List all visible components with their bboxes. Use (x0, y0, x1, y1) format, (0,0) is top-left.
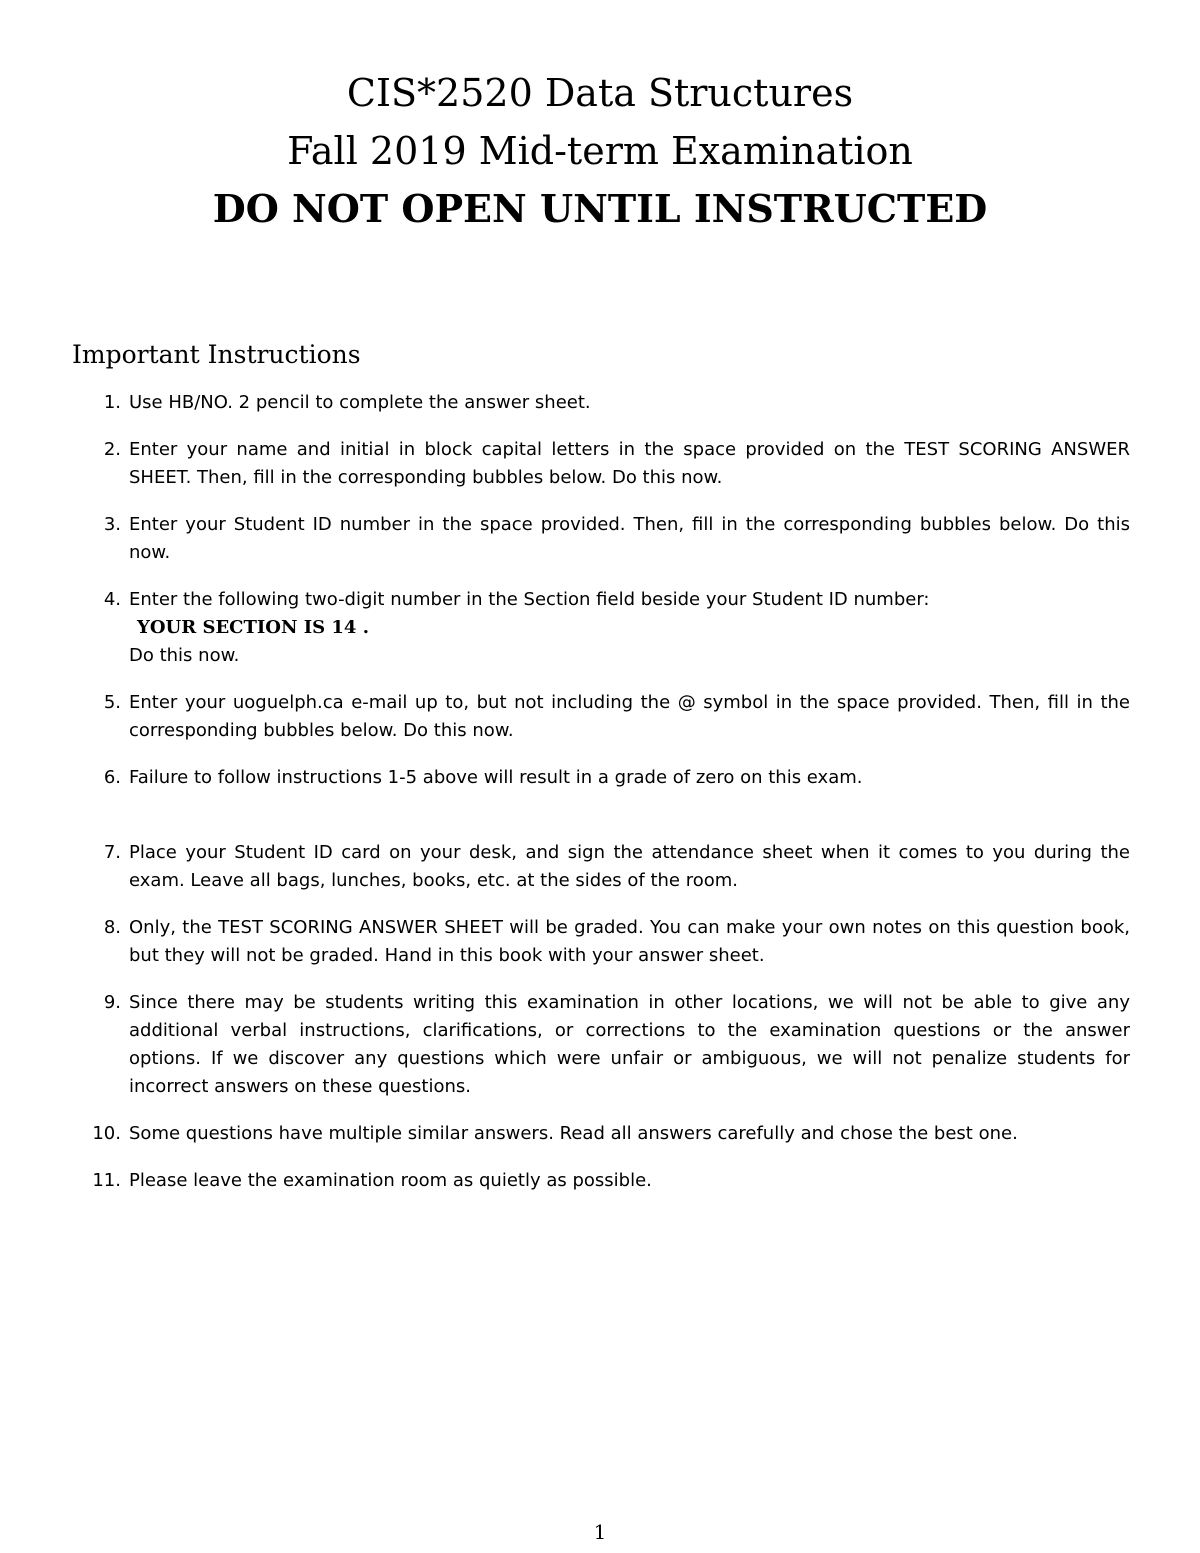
instruction-number: 8. (103, 917, 121, 938)
instruction-item (72, 511, 1130, 567)
page-number: 1 (593, 1520, 607, 1544)
instructions-heading: Important Instructions (72, 340, 361, 369)
instructions-section (72, 335, 1130, 1214)
exam-title: Fall 2019 Mid-term Examination (287, 129, 913, 173)
warning-title: DO NOT OPEN UNTIL INSTRUCTED (212, 186, 988, 231)
instruction-text: Use HB/NO. 2 pencil to complete the answer sheet. (129, 392, 591, 413)
instruction-text: Place your Student ID card on your desk, and sign the attendance sheet when it comes to you during the exam. Leave all bags, lunches, books, etc. at the sides of the room. (129, 842, 1130, 891)
instruction-number: 6. (103, 767, 121, 788)
instruction-item (72, 839, 1130, 895)
instruction-number: 11. (92, 1170, 121, 1191)
instruction-number: 1. (103, 392, 121, 413)
instruction-followup: Do this now. (129, 645, 240, 666)
instruction-item (72, 1120, 1130, 1148)
exam-header (0, 64, 1200, 238)
instruction-number: 5. (103, 692, 121, 713)
instruction-text: Failure to follow instructions 1-5 above will result in a grade of zero on this exam. (129, 767, 863, 788)
instruction-text: Enter your name and initial in block capital letters in the space provided on the TEST SCORING ANSWER SHEET. Then, fill in the corresponding bubbles below. Do this now. (129, 439, 1130, 488)
instruction-item (72, 1167, 1130, 1195)
section-number-callout: YOUR SECTION IS 14 . (137, 617, 369, 638)
instruction-text: Please leave the examination room as quietly as possible. (129, 1170, 652, 1191)
instruction-item (72, 586, 1130, 670)
instruction-item (72, 914, 1130, 970)
instruction-item (72, 689, 1130, 745)
instruction-number: 7. (103, 842, 121, 863)
course-title: CIS*2520 Data Structures (346, 71, 854, 115)
instruction-item (72, 989, 1130, 1101)
instruction-text: Enter the following two-digit number in the Section field beside your Student ID number: (129, 589, 930, 610)
instruction-text: Since there may be students writing this examination in other locations, we will not be able to give any additional verbal instructions, clarifications, or corrections to the examination questions or the answer options. If we discover any questions which were unfair or ambiguous, we will not penalize students for incorrect answers on these questions. (129, 992, 1130, 1097)
instruction-number: 10. (92, 1123, 121, 1144)
instruction-item (72, 436, 1130, 492)
instruction-item (72, 389, 1130, 417)
instruction-number: 2. (103, 439, 121, 460)
instruction-text: Some questions have multiple similar answers. Read all answers carefully and chose the best one. (129, 1123, 1018, 1144)
instruction-text: Enter your uoguelph.ca e-mail up to, but not including the @ symbol in the space provided. Then, fill in the corresponding bubbles below. Do this now. (129, 692, 1130, 741)
instructions-list (72, 389, 1130, 1195)
instruction-text: Only, the TEST SCORING ANSWER SHEET will be graded. You can make your own notes on this question book, but they will not be graded. Hand in this book with your answer sheet. (129, 917, 1130, 966)
instruction-number: 3. (103, 514, 121, 535)
instruction-text: Enter your Student ID number in the space provided. Then, fill in the corresponding bubbles below. Do this now. (129, 514, 1130, 563)
instruction-number: 4. (103, 589, 121, 610)
instruction-item (72, 764, 1130, 792)
instruction-number: 9. (103, 992, 121, 1013)
